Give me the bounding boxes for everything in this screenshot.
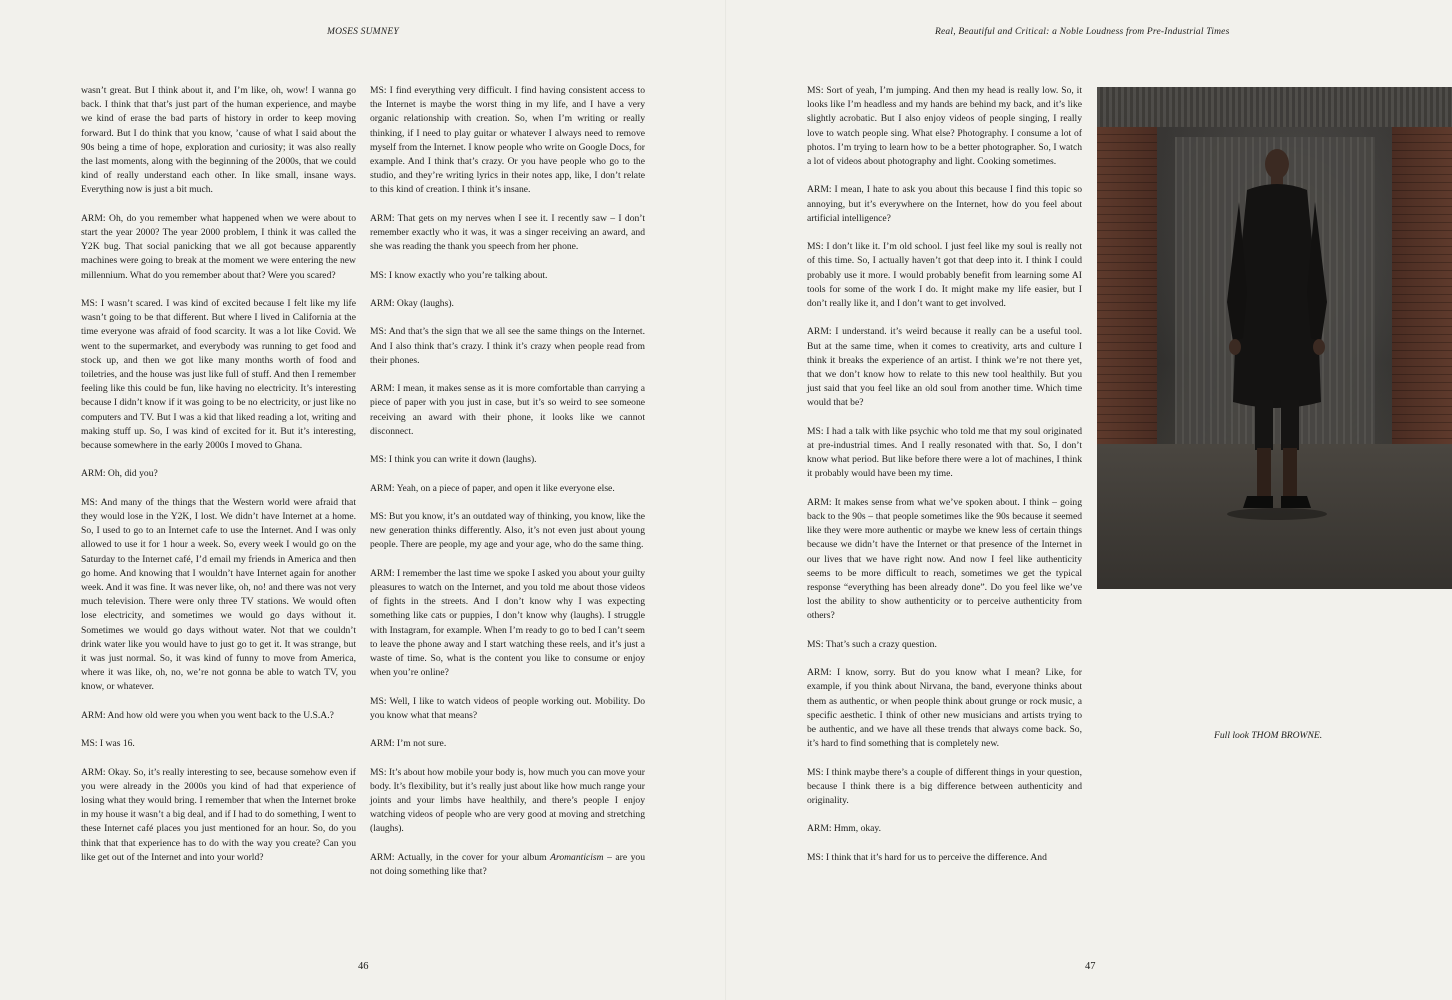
page-number-left: 46 bbox=[358, 961, 369, 972]
paragraph: ARM: Oh, did you? bbox=[81, 468, 158, 480]
running-head-left: MOSES SUMNEY bbox=[327, 27, 399, 37]
paragraph: ARM: Okay (laughs). bbox=[370, 298, 454, 309]
paragraph: MS: That’s such a crazy question. bbox=[807, 638, 937, 650]
paragraph: MS: I think that it’s hard for us to perceive the difference. And bbox=[807, 851, 1047, 863]
page-gutter bbox=[725, 0, 727, 1000]
portrait-photo bbox=[1097, 87, 1452, 589]
photo-brick-wall-left bbox=[1097, 127, 1157, 447]
paragraph: MS: I think you can write it down (laughs). bbox=[370, 454, 537, 466]
question-text: ARM: Actually, in the cover for your album bbox=[370, 851, 551, 863]
paragraph: ARM: I mean, it makes sense as it is more comfortable than carrying a piece of paper with you just in case, but it’s so weird to see someone receiving an award with their phone, it looks like we cannot disconnect. bbox=[370, 383, 645, 437]
paragraph: MS: I think maybe there’s a couple of different things in your question, because I think there is a big difference between authenticity and originality. bbox=[807, 766, 1082, 807]
paragraph: ARM: I’m not sure. bbox=[370, 738, 447, 750]
paragraph: MS: I know exactly who you’re talking about. bbox=[370, 269, 548, 281]
paragraph: MS: Sort of yeah, I’m jumping. And then my head is really low. So, it looks like I’m headless and my hands are behind my back, and it’s like slightly acrobatic. But I also enjoy videos of people singing, I really love to watch people sing. What else? Photography. I consume a lot of photos. I’m trying to learn how to be a better photographer. So, I watch a lot of videos about photography and light. Cooking sometimes. bbox=[807, 85, 1082, 168]
paragraph: MS: I wasn’t scared. I was kind of excited because I felt like my life wasn’t going to be that different. But where I lived in California at the time everyone was afraid of food scarcity. It was a lot like Covid. We went to the supermarket, and everybody was running to get food and stock up, and then we got like many months worth of food and toiletries, and the house was just like full of stuff. And then I remember feeling like this could be fun, like having no electricity. It’s interesting because I didn’t know if it was going to be no electricity, or just like no computers and TV. But I was a kid that liked reading a lot, writing and making stuff up. So, I was kind of excited for it. But it’s interesting, because somewhere in the early 2000s I moved to Ghana. bbox=[81, 298, 356, 452]
paragraph: ARM: Oh, do you remember what happened when we were about to start the year 2000? The year 2000 problem, I think it was called the Y2K bug. That social panicking that we all got because apparently machines were going to break at the moment we were entering the new millennium. What do you remember about that? Were you scared? bbox=[81, 212, 356, 281]
paragraph: MS: I was 16. bbox=[81, 738, 135, 750]
photo-caption bbox=[1214, 730, 1322, 741]
paragraph: wasn’t great. But I think about it, and I’m like, oh, wow! I wanna go back. I think that that’s just part of the human experience, and maybe we kind of erase the bad parts of history in order to keep moving forward. But I do think that you know, ’cause of what I said about the 90s being a time of hope, exploration and curiosity; it was also really the last moments, along with the beginning of the 2000s, that we could kind of really understand each other. In like small, insane ways. Everything now is just a bit much. bbox=[81, 85, 356, 196]
paragraph: MS: Well, I like to watch videos of people working out. Mobility. Do you know what that means? bbox=[370, 695, 645, 721]
photo-brick-wall-right bbox=[1392, 127, 1452, 447]
photo-ceiling bbox=[1097, 87, 1452, 127]
paragraph: MS: I don’t like it. I’m old school. I just feel like my soul is really not of this time. So, I actually haven’t got that deep into it. I think I could probably use it more. I would probably benefit from learning some AI tools for some of the work I do. It might make my life easier, but I don’t really like it, and I don’t want to get involved. bbox=[807, 241, 1082, 310]
text-column-3 bbox=[807, 84, 1082, 879]
paragraph: ARM: It makes sense from what we’ve spoken about. I think – going back to the 90s – that people sometimes like the 90s because it seemed like they were more authentic or maybe we knew less of certain things because we didn’t have the Internet or that presence of the Internet in our lives that we have right now. And now I feel like authenticity seems to be more difficult to reach, sometimes we get the typical response “everything has been already done”. Do you feel like we’ve lost the ability to show authenticity or to perceive authenticity from others? bbox=[807, 496, 1082, 622]
text-column-2 bbox=[370, 84, 645, 893]
paragraph: MS: And that’s the sign that we all see the same things on the Internet. And I also think that’s crazy. I think it’s crazy when people read from their phones. bbox=[370, 326, 645, 366]
paragraph: MS: And many of the things that the Western world were afraid that they would lose in the Y2K, I lost. We didn’t have Internet at a home. So, I used to go to an Internet cafe to use the Internet. And I was only allowed to use it for 1 hour a week. So, every week I would go on the Saturday to the Internet café, I’d email my friends in America and then go home. And knowing that I wouldn’t have Internet again for another week. And it was fine. It was never like, oh, no! and there was not very much television. There were only three TV stations. We would often lose electricity, and sometimes we would go days without it. Sometimes we would go days without water. Not that we couldn’t drink water like you would have to just go to get it. It was strange, but it was just normal. So, it was kind of funny to move from America, where it was like, oh, no, we’re not gonna be able to watch TV, you know, or whatever. bbox=[81, 496, 356, 693]
paragraph: ARM: Okay. So, it’s really interesting to see, because somehow even if you were already in the 2000s you kind of had that experience of losing what they would bring. I remember that when the Internet broke in my house it wasn’t a big deal, and if I had to do something, I went to these Internet café places you just mentioned for an hour. So, do you think that that experience has to do with the way you create? Can you like get out of the Internet and into your world? bbox=[81, 766, 356, 863]
page-number-right: 47 bbox=[1085, 961, 1096, 972]
paragraph: ARM: I know, sorry. But do you know what I mean? Like, for example, if you think about Nirvana, the band, everyone thinks about them as authentic, or when people think about grunge or rock music, a specific aesthetic. I think of other new musicians and artists trying to be authentic, and we have all these trends that always come back. So, it’s hard to find something that is completely new. bbox=[807, 667, 1082, 750]
paragraph: MS: But you know, it’s an outdated way of thinking, you know, like the new generation thinks differently. Also, it’s not even just about young people. There are people, my age and your age, who do the same thing. bbox=[370, 510, 645, 551]
paragraph: ARM: I mean, I hate to ask you about this because I find this topic so annoying, but it’s everywhere on the Internet, how do you feel about artificial intelligence? bbox=[807, 184, 1082, 224]
paragraph: ARM: That gets on my nerves when I see it. I recently saw – I don’t remember exactly who it was, it was a singer receiving an award, and she was reading the thank you speech from her phone. bbox=[370, 212, 645, 253]
paragraph: ARM: Yeah, on a piece of paper, and open it like everyone else. bbox=[370, 482, 615, 494]
paragraph: MS: I had a talk with like psychic who told me that my soul originated at pre-industrial times. And I really resonated with that. So, I don’t know what period. But like before there were a lot of machines, I think it probably would have been my time. bbox=[807, 425, 1082, 480]
paragraph: MS: It’s about how mobile your body is, how much you can move your body. It’s flexibility, but it’s really just about like how much range your joints and your limbs have healthily, and there’s people I enjoy watching videos of people who are very good at moving and stretching (laughs). bbox=[370, 766, 645, 835]
paragraph: ARM: Hmm, okay. bbox=[807, 823, 881, 835]
paragraph: ARM: I remember the last time we spoke I asked you about your guilty pleasures to watch on the Internet, and you told me about those videos of fights in the streets. And I don’t know why I was expecting something like cats or puppies, I don’t know why (laughs). I struggle with Instagram, for example. When I’m ready to go to bed I can’t seem to leave the phone away and I start watching these reels, and it’s just a waste of time. So, what is the content you like to consume or enjoy when you’re online? bbox=[370, 567, 645, 679]
paragraph: ARM: And how old were you when you went back to the U.S.A.? bbox=[81, 709, 334, 721]
text-column-1 bbox=[81, 84, 356, 879]
paragraph: ARM: I understand. it’s weird because it really can be a useful tool. But at the same time, when it comes to creativity, arts and culture I think it breaks the experience of an artist. I think we’re not there yet, that we don’t know how to relate to this new tool healthily. But you just said that you feel like an old soul from another time. Which time would that be? bbox=[807, 326, 1082, 409]
paragraph-album-question bbox=[370, 851, 645, 879]
album-title: Aromanticism bbox=[550, 851, 604, 863]
running-head-right: Real, Beautiful and Critical: a Noble Loudness from Pre-Industrial Times bbox=[935, 27, 1230, 37]
standing-figure bbox=[1217, 142, 1337, 527]
caption-prefix: Full look bbox=[1214, 730, 1252, 741]
question-text-end: – are you not doing something like that? bbox=[370, 851, 645, 877]
paragraph: MS: I find everything very difficult. I find having consistent access to the Internet is maybe the worst thing in my life, and I have a very organic relationship with creation. So, when I’m writing or really thinking, if I need to play guitar or whatever I always need to remove myself from the Internet. I know people who write on Google Docs, for example. And I think that’s crazy. Or you have people who go to the studio, and they’re writing lyrics in their notes app, like, I don’t relate to this kind of creation. I think it’s insane. bbox=[370, 85, 645, 196]
caption-brand: THOM BROWNE. bbox=[1251, 730, 1323, 741]
